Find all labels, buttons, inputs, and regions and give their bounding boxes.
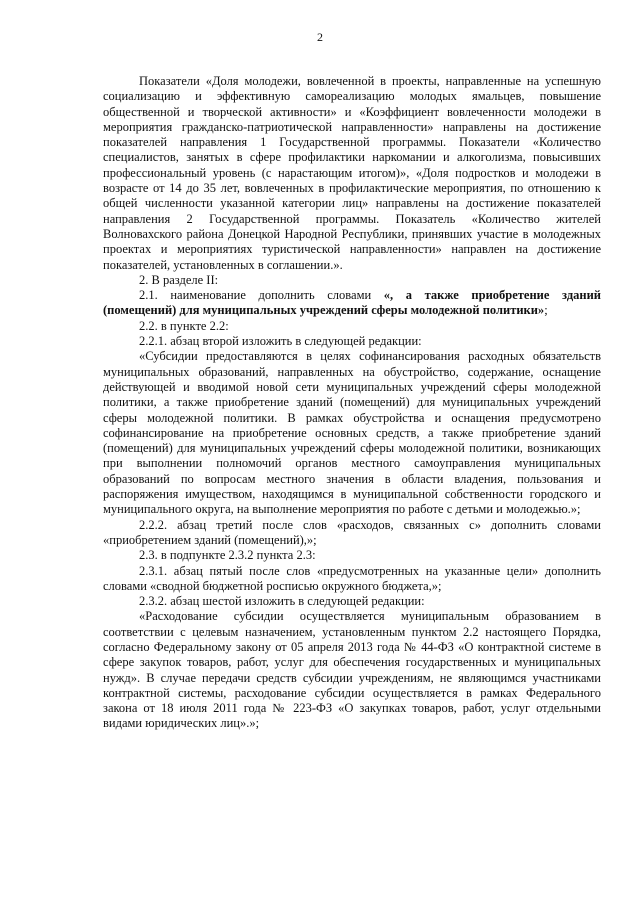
paragraph-2-2: 2.2. в пункте 2.2: [139, 318, 229, 333]
page-number: 2 [317, 30, 323, 44]
paragraph-2-3-2: 2.3.2. абзац шестой изложить в следующей редакции: [139, 594, 425, 609]
paragraph-indicators: Показатели «Доля молодежи, вовлеченной в проекты, направленные на успешную социализацию и эффективную самореализацию молодых ямальцев, повышение общественной и творческой активности» и «Коэффициент вовлеченности молодежи в мероприятия гражданско-патриотической направленности» направлены на достижение показателей направления 1 Государственной программы. Показатели «Количество специалистов, занятых в сфере профилактики наркомании и алкоголизма, повысивших профессиональный уровень (с нарастающим итогом)», «Доля подростков и молодежи в возрасте от 14 до 35 лет, вовлеченных в профилактические мероприятия, по отношению к общей численности указанной категории лиц» направлены на достижение показателей направления 2 Государственной программы. Показатель «Количество жителей Волновахского района Донецкой Народной Республики, принявших участие в молодежных проектах и мероприятиях туристической направленности» направлен на достижение показателей, установленных в соглашении.». [103, 74, 601, 272]
paragraph-2-2-1: 2.2.1. абзац второй изложить в следующей редакции: [139, 334, 422, 349]
paragraph-spending-quote: «Расходование субсидии осуществляется муниципальным образованием в соответствии с целевым назначением, установленным пунктом 2.2 настоящего Порядка, согласно Федеральному закону от 05 апреля 2013 года № 44-ФЗ «О контрактной системе в сфере закупок товаров, работ, услуг для обеспечения государственных и муниципальных нужд». В случае передачи средств субсидии учреждениям, не являющимся участниками контрактной системы, расходование субсидии осуществляется в рамках Федерального закона от 18 июля 2011 года № 223-ФЗ «О закупках товаров, работ, услуг отдельными видами юридических лиц».»; [103, 609, 601, 731]
paragraph-2-1-bold: «, а также приобретение зданий (помещений) для муниципальных учреждений сферы молодежной политики» [103, 288, 602, 318]
paragraph-2-1-text: 2.1. наименование дополнить словами [139, 288, 384, 303]
paragraph-subsidies-quote: «Субсидии предоставляются в целях софинансирования расходных обязательств муниципальных образований, направленных на обустройство, содержание, оснащение действующей и вводимой новой сети муниципальных учреждений сферы молодежной политики, а также приобретение зданий (помещений) для муниципальных учреждений сферы молодежной политики. В рамках обустройства и оснащения предусмотрено софинансирование на приобретение основных средств, а также приобретение зданий (помещений) для муниципальных учреждений сферы молодежной политики, возникающих при выполнении полномочий органов местного самоуправления муниципальных образований по вопросам местного значения в области владения, пользования и распоряжения имуществом, находящимся в муниципальной собственности городского и муниципального округа, на выполнение мероприятия по работе с детьми и молодежью.»; [103, 349, 601, 517]
document-body [103, 74, 601, 732]
paragraph-2-1 [103, 288, 601, 319]
paragraph-2-3-1: 2.3.1. абзац пятый после слов «предусмотренных на указанные цели» дополнить словами «сводной бюджетной росписью окружного бюджета,»; [103, 563, 601, 593]
paragraph-section-2: 2. В разделе II: [139, 272, 219, 287]
paragraph-2-1-after: ; [544, 303, 548, 318]
paragraph-2-2-2: 2.2.2. абзац третий после слов «расходов, связанных с» дополнить словами «приобретением зданий (помещений),»; [103, 517, 601, 547]
paragraph-2-3: 2.3. в подпункте 2.3.2 пункта 2.3: [139, 548, 316, 563]
